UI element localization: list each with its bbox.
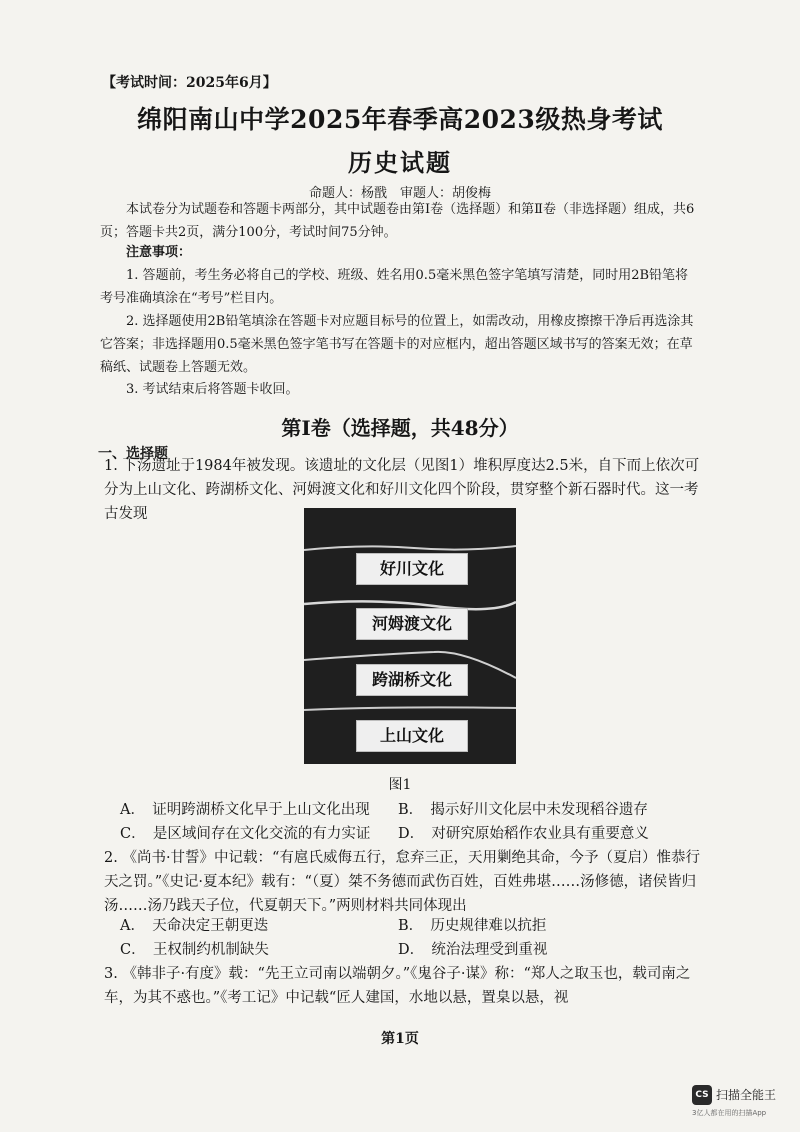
question-1-stem: 1. 下汤遗址于1984年被发现。该遗址的文化层（见图1）堆积厚度达2.5米，自下而上依次可分为上山文化、跨湖桥文化、河姆渡文化和好川文化四个阶段，贯穿整个新石器时代。这一考古发现: [104, 458, 700, 522]
scanner-tagline: 3亿人都在用的扫描App: [692, 1109, 767, 1117]
question-2-option-b: B． 历史规律难以抗拒: [398, 918, 547, 934]
figure-layer-haochuan: 好川文化: [356, 553, 468, 585]
exam-time-tag: 【考试时间：2025年6月】: [102, 75, 277, 91]
notice-rule-3: 3. 考试结束后将答题卡收回。: [126, 382, 299, 397]
notice-rule-1: 1. 答题前，考生务必将自己的学校、班级、姓名用0.5毫米黑色签字笔填写清楚，同时用2B铅笔将考号准确填涂在“考号”栏目内。: [100, 268, 689, 306]
scanner-app-name: 扫描全能王: [716, 1088, 777, 1102]
question-2-option-a: A． 天命决定王朝更迭: [120, 918, 269, 934]
question-1-option-d: D． 对研究原始稻作农业具有重要意义: [398, 826, 649, 842]
question-2-option-d: D． 统治法理受到重视: [398, 942, 548, 958]
question-2-option-c: C． 王权制约机制缺失: [120, 942, 269, 958]
intro-paragraph: 本试卷分为试题卷和答题卡两部分，其中试题卷由第Ⅰ卷（选择题）和第Ⅱ卷（非选择题）组成，共6页；答题卡共2页，满分100分，考试时间75分钟。: [100, 202, 695, 240]
question-3-stem: 3. 《韩非子·有度》载：“先王立司南以端朝夕。”《鬼谷子·谋》称：“郑人之取玉也，载司南之车，为其不惑也。”《考工记》中记载“匠人建国，水地以悬，置臬以悬，视: [104, 966, 691, 1006]
exam-subject: 历史试题: [348, 148, 452, 177]
exam-authors: 命题人：杨戬 审题人：胡俊梅: [308, 186, 491, 201]
scanner-logo-icon: CS: [692, 1085, 712, 1105]
question-1-option-c: C． 是区域间存在文化交流的有力实证: [120, 826, 371, 842]
figure-layer-kuahuqiao: 跨湖桥文化: [356, 664, 468, 696]
figure-layer-hemudu: 河姆渡文化: [356, 608, 468, 640]
question-1-option-a: A． 证明跨湖桥文化早于上山文化出现: [120, 802, 370, 818]
question-1-option-b: B． 揭示好川文化层中未发现稻谷遗存: [398, 802, 648, 818]
notice-heading: 注意事项：: [126, 245, 192, 260]
section-title: 第Ⅰ卷（选择题，共48分）: [281, 416, 519, 440]
figure-layer-shangshan: 上山文化: [356, 720, 468, 752]
exam-title: 绵阳南山中学2025年春季高2023级热身考试: [137, 105, 663, 134]
question-2-stem: 2. 《尚书·甘誓》中记载：“有扈氏威侮五行，怠弃三正，天用剿绝其命，今予（夏启）惟恭行天之罚。”《史记·夏本纪》载有：“（夏）桀不务德而武伤百姓，百姓弗堪……汤修德，诸侯皆归汤……汤乃践天子位，代夏朝天下。”两则材料共同体现出: [104, 850, 700, 914]
page-number: 第1页: [381, 1031, 419, 1047]
notice-rule-2: 2. 选择题使用2B铅笔填涂在答题卡对应题目标号的位置上，如需改动，用橡皮擦擦干净后再选涂其它答案；非选择题用0.5毫米黑色签字笔书写在答题卡的对应框内，超出答题区域书写的答案无效；在草稿纸、试题卷上答题无效。: [100, 314, 694, 375]
stratigraphy-figure: [304, 508, 516, 764]
figure-caption: 图1: [388, 777, 412, 793]
part-heading: 一、选择题: [98, 446, 168, 462]
